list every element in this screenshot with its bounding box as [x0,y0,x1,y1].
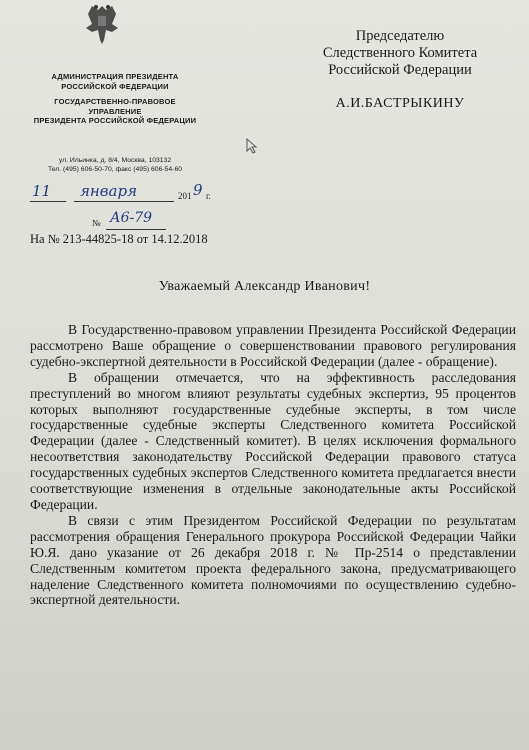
org-line: УПРАВЛЕНИЕ [88,106,142,116]
sender-address [10,156,220,174]
letter-body [30,322,516,608]
date-field [30,182,230,206]
mouse-cursor-icon [246,138,258,154]
salutation: Уважаемый Александр Иванович! [158,279,371,294]
org-line: АДМИНИСТРАЦИЯ ПРЕЗИДЕНТА [51,72,179,81]
address-line: ул. Ильинка, д. 8/4, Москва, 103132 [58,157,172,164]
date-day: 11 [32,182,52,200]
number-field [30,210,230,234]
addressee-name: А.И.БАСТРЫКИНУ [335,96,465,111]
org-line: РОССИЙСКОЙ ФЕДЕРАЦИИ [61,81,169,91]
addressee-line: Следственного Комитета [322,45,478,61]
addressee-line: Председателю [355,28,445,44]
number-sign: № [92,218,101,228]
body-paragraph: В обращении отмечается, что на эффективность расследования преступлений во многом влияют результаты судебных экспертиз, 95 процентов которых выполняют государственные судебные эксперты, в том числе государственные судебные эксперты Следственного комитета Российской Федерации (далее - Следственный комитет). В целях исключения формального несоответствия законодательству Российской Федерации правового статуса государственных судебных экспертов Следственного комитета предлагается внести соответствующие изменения в отдельные законодательные акты Российской Федерации. [30,369,516,512]
org-line: ПРЕЗИДЕНТА РОССИЙСКОЙ ФЕДЕРАЦИИ [33,116,197,125]
coat-of-arms-icon [82,2,122,46]
date-year-digit: 9 [193,181,203,199]
addressee-block [300,28,500,112]
reference-line: На № 213-44825-18 от 14.12.2018 [30,232,208,246]
date-year-suffix: г. [206,191,211,201]
body-paragraph: В Государственно-правовом управлении Президента Российской Федерации рассмотрено Ваше обращение о совершенствовании правового регулирования судебно-экспертной деятельности в Российской Федерации (далее - обращение). [30,322,516,369]
date-month: января [80,182,138,200]
letter-number: А6-79 [110,210,153,226]
sender-header [10,72,220,126]
phone-line: Тел. (495) 606-50-70, факс (495) 606-54-60 [47,166,183,173]
addressee-line: Российской Федерации [328,62,472,78]
date-year-prefix: 201 [178,191,192,201]
body-paragraph: В связи с этим Президентом Российской Федерации по результатам рассмотрения обращения Генерального прокурора Российской Федерации Чайки Ю.Я. дано указание от 26 декабря 2018 г. № Пр-2514 о представлении Следственным комитетом проекта федерального закона, предусматривающего наделение Следственного комитета полномочиями по осуществлению судебно-экспертной деятельности. [30,512,516,608]
org-line: ГОСУДАРСТВЕННО-ПРАВОВОЕ [54,97,176,106]
